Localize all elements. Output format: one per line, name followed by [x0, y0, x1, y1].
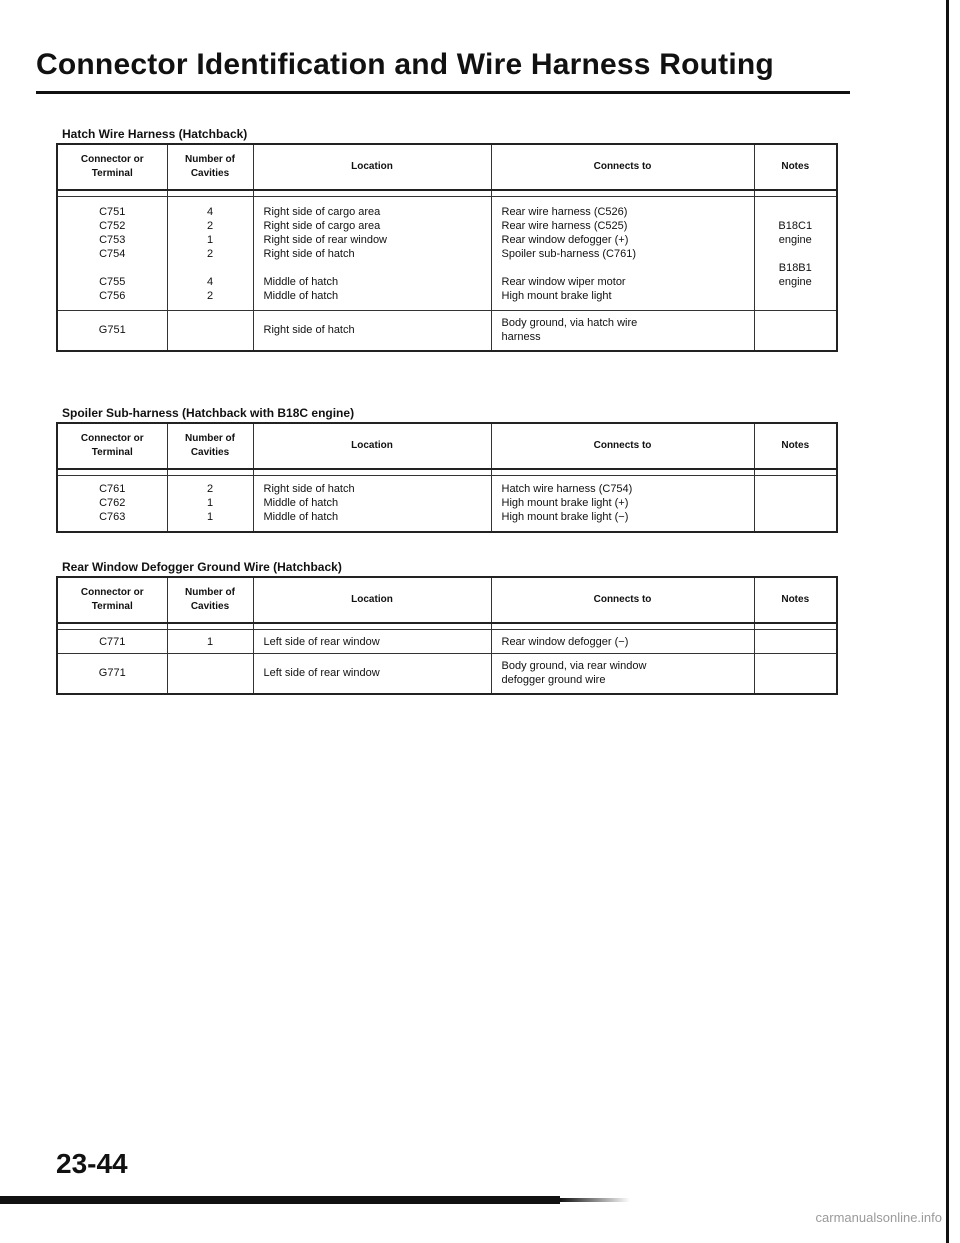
connector-cell: C771	[57, 630, 167, 654]
table-header-row	[57, 144, 837, 190]
table-header-row	[57, 423, 837, 469]
connector-cell: G771	[57, 654, 167, 694]
header-connector: Connector or Terminal	[57, 144, 167, 190]
header-connector: Connector or Terminal	[57, 577, 167, 623]
header-connects-to: Connects to	[491, 577, 754, 623]
location-cell: Right side of hatch	[253, 311, 491, 351]
location-cell: Right side of hatch Middle of hatch Middle of hatch	[253, 476, 491, 532]
hatch-wire-harness-table	[56, 143, 836, 352]
location-cell: Left side of rear window	[253, 630, 491, 654]
table-row	[57, 476, 837, 532]
notes-cell	[754, 654, 837, 694]
header-cavities: Number of Cavities	[167, 423, 253, 469]
page-edge-bar	[946, 0, 949, 1243]
table-row	[57, 311, 837, 351]
notes-cell	[754, 476, 837, 532]
page-number: 23-44	[56, 1148, 128, 1179]
table-row	[57, 630, 837, 654]
footer-bar-fade	[560, 1198, 630, 1202]
header-connects-to: Connects to	[491, 423, 754, 469]
header-location: Location	[253, 423, 491, 469]
location-cell: Left side of rear window	[253, 654, 491, 694]
spoiler-sub-harness-table	[56, 422, 836, 533]
section-title-rear-window-defogger: Rear Window Defogger Ground Wire (Hatchback)	[62, 560, 342, 574]
location-cell: Right side of cargo area Right side of cargo area Right side of rear window Right side of hatch Middle of hatch Middle of hatch	[253, 197, 491, 311]
header-notes: Notes	[754, 144, 837, 190]
cavities-cell	[167, 311, 253, 351]
notes-cell: B18C1 engine B18B1 engine	[754, 197, 837, 311]
watermark: carmanualsonline.info	[815, 1210, 942, 1225]
connector-cell: G751	[57, 311, 167, 351]
footer-bar	[0, 1196, 560, 1204]
header-connector: Connector or Terminal	[57, 423, 167, 469]
connector-cell: C761 C762 C763	[57, 476, 167, 532]
connects-to-cell: Rear wire harness (C526) Rear wire harness (C525) Rear window defogger (+) Spoiler sub-harness (C761) Rear window wiper motor High mount brake light	[491, 197, 754, 311]
connects-to-cell: Hatch wire harness (C754) High mount brake light (+) High mount brake light (−)	[491, 476, 754, 532]
cavities-cell: 1	[167, 630, 253, 654]
title-rule	[36, 91, 850, 94]
connects-to-cell: Rear window defogger (−)	[491, 630, 754, 654]
section-title-spoiler-sub-harness: Spoiler Sub-harness (Hatchback with B18C engine)	[62, 406, 355, 420]
page-title: Connector Identification and Wire Harness Routing	[36, 48, 774, 81]
header-notes: Notes	[754, 577, 837, 623]
notes-cell	[754, 630, 837, 654]
header-notes: Notes	[754, 423, 837, 469]
connector-cell: C751 C752 C753 C754 C755 C756	[57, 197, 167, 311]
table-row	[57, 197, 837, 311]
section-title-hatch-wire-harness: Hatch Wire Harness (Hatchback)	[62, 127, 248, 141]
table-row	[57, 654, 837, 694]
header-location: Location	[253, 144, 491, 190]
connects-to-cell: Body ground, via hatch wire harness	[491, 311, 754, 351]
notes-cell	[754, 311, 837, 351]
header-cavities: Number of Cavities	[167, 144, 253, 190]
cavities-cell	[167, 654, 253, 694]
cavities-cell: 2 1 1	[167, 476, 253, 532]
header-cavities: Number of Cavities	[167, 577, 253, 623]
rear-window-defogger-table	[56, 576, 836, 695]
header-connects-to: Connects to	[491, 144, 754, 190]
connects-to-cell: Body ground, via rear window defogger ground wire	[491, 654, 754, 694]
cavities-cell: 4 2 1 2 4 2	[167, 197, 253, 311]
header-location: Location	[253, 577, 491, 623]
table-header-row	[57, 577, 837, 623]
